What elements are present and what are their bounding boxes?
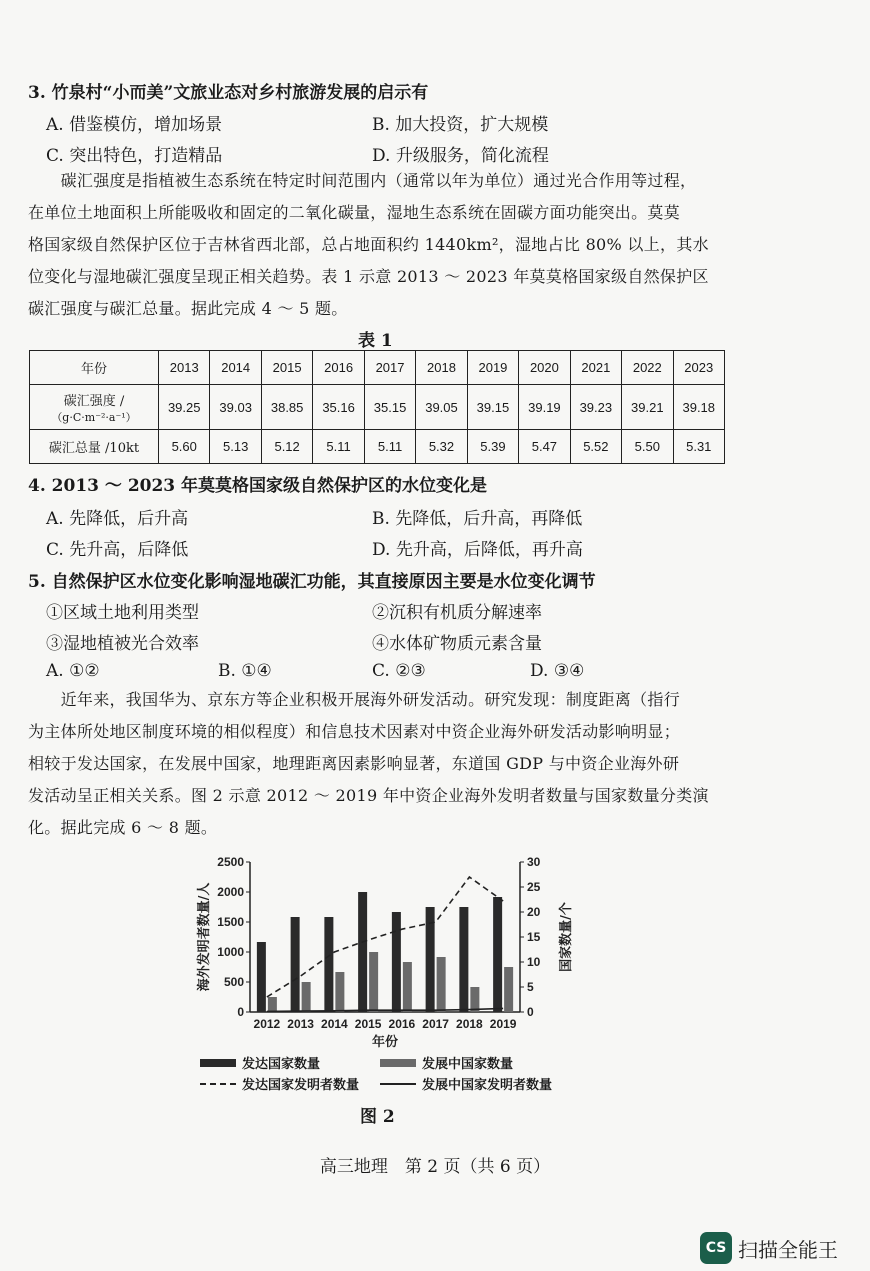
left-y-tick-label: 2000 [217, 885, 244, 899]
passage-line: 相较于发达国家，在发展中国家，地理距离因素影响显著，东道国 GDP 与中资企业海外研 [28, 754, 680, 773]
right-y-axis-title: 国家数量/个 [559, 902, 574, 972]
left-y-tick-label: 2500 [217, 855, 244, 869]
bar-dev-country [493, 897, 502, 1012]
right-y-tick-label: 5 [527, 980, 534, 994]
table-header-row [30, 351, 725, 385]
q3-option-b: B. 加大投资，扩大规模 [372, 115, 549, 135]
table-cell: 5.11 [364, 430, 415, 464]
figure-caption: 图 2 [360, 1107, 395, 1127]
right-y-tick-label: 0 [527, 1005, 534, 1019]
left-y-tick-label: 1500 [217, 915, 244, 929]
q5-option-c: C. ②③ [372, 661, 426, 681]
camscanner-logo-icon: CS [700, 1232, 732, 1264]
bar-dev-country [392, 912, 401, 1012]
table-cell: 35.15 [364, 385, 415, 430]
year-cell: 2018 [416, 351, 467, 385]
bar-dev-country [358, 892, 367, 1012]
bar-developing-country [470, 987, 479, 1012]
legend-swatch-gray-bar [380, 1059, 416, 1067]
carbon-sink-table [29, 350, 725, 464]
table-header-label: 年份 [30, 351, 159, 385]
year-cell: 2022 [622, 351, 673, 385]
legend-label: 发展中国家数量 [422, 1057, 514, 1072]
legend-item-developing-country [380, 1053, 513, 1072]
bar-developing-country [302, 982, 311, 1012]
scanner-watermark [700, 1232, 838, 1264]
x-axis-title: 年份 [371, 1035, 399, 1050]
q3-option-a: A. 借鉴模仿，增加场景 [46, 115, 223, 135]
table-cell: 5.13 [210, 430, 261, 464]
table-cell: 5.31 [673, 430, 724, 464]
year-cell: 2013 [159, 351, 210, 385]
page-footer: 高三地理 第 2 页（共 6 页） [319, 1157, 551, 1177]
year-cell: 2017 [364, 351, 415, 385]
bar-dev-country [257, 942, 266, 1012]
legend-swatch-dashed-line [200, 1083, 236, 1085]
row-label-line: 碳汇强度 / [63, 393, 125, 409]
x-tick-label: 2018 [456, 1017, 483, 1031]
figure-2-chart [180, 850, 600, 1050]
row-label-unit: （g·C·m⁻²·a⁻¹） [51, 410, 137, 424]
q5-option-d: D. ③④ [530, 661, 585, 681]
table-caption: 表 1 [358, 331, 393, 351]
passage-line: 在单位土地面积上所能吸收和固定的二氧化碳量，湿地生态系统在固碳方面功能突出。莫莫 [28, 203, 681, 222]
table-cell: 5.11 [313, 430, 364, 464]
left-y-tick-label: 500 [223, 975, 244, 989]
legend-swatch-dark-bar [200, 1059, 236, 1067]
right-y-tick-label: 20 [527, 905, 541, 919]
table-row [30, 385, 725, 430]
passage-line: 化。据此完成 6 ～ 8 题。 [28, 818, 218, 837]
x-tick-label: 2015 [354, 1017, 382, 1031]
passage-line: 发活动呈正相关关系。图 2 示意 2012 ～ 2019 年中资企业海外发明者数量与国家数量分类演 [28, 786, 709, 805]
passage-line: 格国家级自然保护区位于吉林省西北部，总占地面积约 1440km²，湿地占比 80% 以上，其水 [28, 235, 709, 254]
q3-option-d: D. 升级服务，简化流程 [372, 146, 549, 166]
q5-item-3: ③湿地植被光合效率 [46, 634, 199, 654]
bar-developing-country [369, 952, 378, 1012]
x-tick-label: 2019 [489, 1017, 517, 1031]
table-row [30, 430, 725, 464]
legend-label: 发展中国家发明者数量 [422, 1078, 553, 1093]
table-cell: 39.05 [416, 385, 467, 430]
x-tick-label: 2016 [388, 1017, 416, 1031]
q3-option-c: C. 突出特色，打造精品 [46, 146, 223, 166]
table-cell: 39.25 [159, 385, 210, 430]
question-3-stem: 3. 竹泉村“小而美”文旅业态对乡村旅游发展的启示有 [28, 83, 429, 103]
passage-line: 位变化与湿地碳汇强度呈现正相关趋势。表 1 示意 2013 ～ 2023 年莫莫格国家级自然保护区 [28, 267, 709, 286]
table-cell: 5.12 [261, 430, 312, 464]
table-cell: 39.03 [210, 385, 261, 430]
passage-overseas-rd [28, 684, 738, 844]
x-tick-label: 2013 [287, 1017, 314, 1031]
table-cell: 5.52 [570, 430, 621, 464]
row-label-intensity [30, 385, 159, 430]
year-cell: 2019 [467, 351, 518, 385]
q5-option-a: A. ①② [46, 661, 100, 681]
passage-line: 近年来，我国华为、京东方等企业积极开展海外研发活动。研究发现：制度距离（指行 [28, 690, 681, 709]
scanner-name: 扫描全能王 [738, 1237, 838, 1262]
right-y-tick-label: 15 [527, 930, 541, 944]
row-label-total: 碳汇总量 /10kt [30, 430, 159, 464]
bar-dev-country [324, 917, 333, 1012]
table-cell: 5.47 [519, 430, 570, 464]
table-cell: 35.16 [313, 385, 364, 430]
q5-item-4: ④水体矿物质元素含量 [372, 634, 542, 654]
passage-line: 为主体所处地区制度环境的相似程度）和信息技术因素对中资企业海外研发活动影响明显； [28, 722, 681, 741]
right-y-tick-label: 25 [527, 880, 541, 894]
q4-option-a: A. 先降低，后升高 [46, 509, 189, 529]
q4-option-c: C. 先升高，后降低 [46, 540, 189, 560]
year-cell: 2023 [673, 351, 724, 385]
year-cell: 2016 [313, 351, 364, 385]
bar-developing-country [504, 967, 513, 1012]
table-cell: 5.32 [416, 430, 467, 464]
q4-option-b: B. 先降低，后升高，再降低 [372, 509, 583, 529]
bar-dev-country [291, 917, 300, 1012]
year-cell: 2015 [261, 351, 312, 385]
table-cell: 39.19 [519, 385, 570, 430]
table-cell: 5.60 [159, 430, 210, 464]
table-cell: 39.21 [622, 385, 673, 430]
table-cell: 5.50 [622, 430, 673, 464]
table-cell: 5.39 [467, 430, 518, 464]
right-y-tick-label: 10 [527, 955, 541, 969]
q5-option-b: B. ①④ [218, 661, 272, 681]
bar-dev-country [459, 907, 468, 1012]
year-cell: 2020 [519, 351, 570, 385]
legend-swatch-solid-line [380, 1083, 416, 1085]
table-cell: 39.15 [467, 385, 518, 430]
passage-carbon-sink [28, 165, 738, 325]
q5-item-1: ①区域土地利用类型 [46, 603, 199, 623]
left-y-axis-title: 海外发明者数量/人 [197, 882, 212, 992]
q4-option-d: D. 先升高，后降低，再升高 [372, 540, 583, 560]
legend-label: 发达国家数量 [242, 1057, 321, 1072]
bar-developing-country [437, 957, 446, 1012]
bar-developing-country [268, 997, 277, 1012]
year-cell: 2021 [570, 351, 621, 385]
legend-label: 发达国家发明者数量 [242, 1078, 360, 1093]
x-tick-label: 2012 [253, 1017, 281, 1031]
x-tick-label: 2017 [422, 1017, 449, 1031]
table-cell: 39.18 [673, 385, 724, 430]
passage-line: 碳汇强度是指植被生态系统在特定时间范围内（通常以年为单位）通过光合作用等过程， [28, 171, 697, 190]
year-cell: 2014 [210, 351, 261, 385]
left-y-tick-label: 0 [237, 1005, 244, 1019]
passage-line: 碳汇强度与碳汇总量。据此完成 4 ～ 5 题。 [28, 299, 348, 318]
question-4-stem: 4. 2013 ～ 2023 年莫莫格国家级自然保护区的水位变化是 [28, 476, 488, 496]
bar-developing-country [335, 972, 344, 1012]
legend-item-developing-inventor [380, 1074, 552, 1093]
question-5-stem: 5. 自然保护区水位变化影响湿地碳汇功能，其直接原因主要是水位变化调节 [28, 572, 596, 592]
bar-developing-country [403, 962, 412, 1012]
right-y-tick-label: 30 [527, 855, 541, 869]
legend-item-dev-country [200, 1053, 320, 1072]
x-tick-label: 2014 [321, 1017, 348, 1031]
legend-item-dev-inventor [200, 1074, 359, 1093]
left-y-tick-label: 1000 [217, 945, 244, 959]
table-cell: 38.85 [261, 385, 312, 430]
table-cell: 39.23 [570, 385, 621, 430]
q5-item-2: ②沉积有机质分解速率 [372, 603, 542, 623]
